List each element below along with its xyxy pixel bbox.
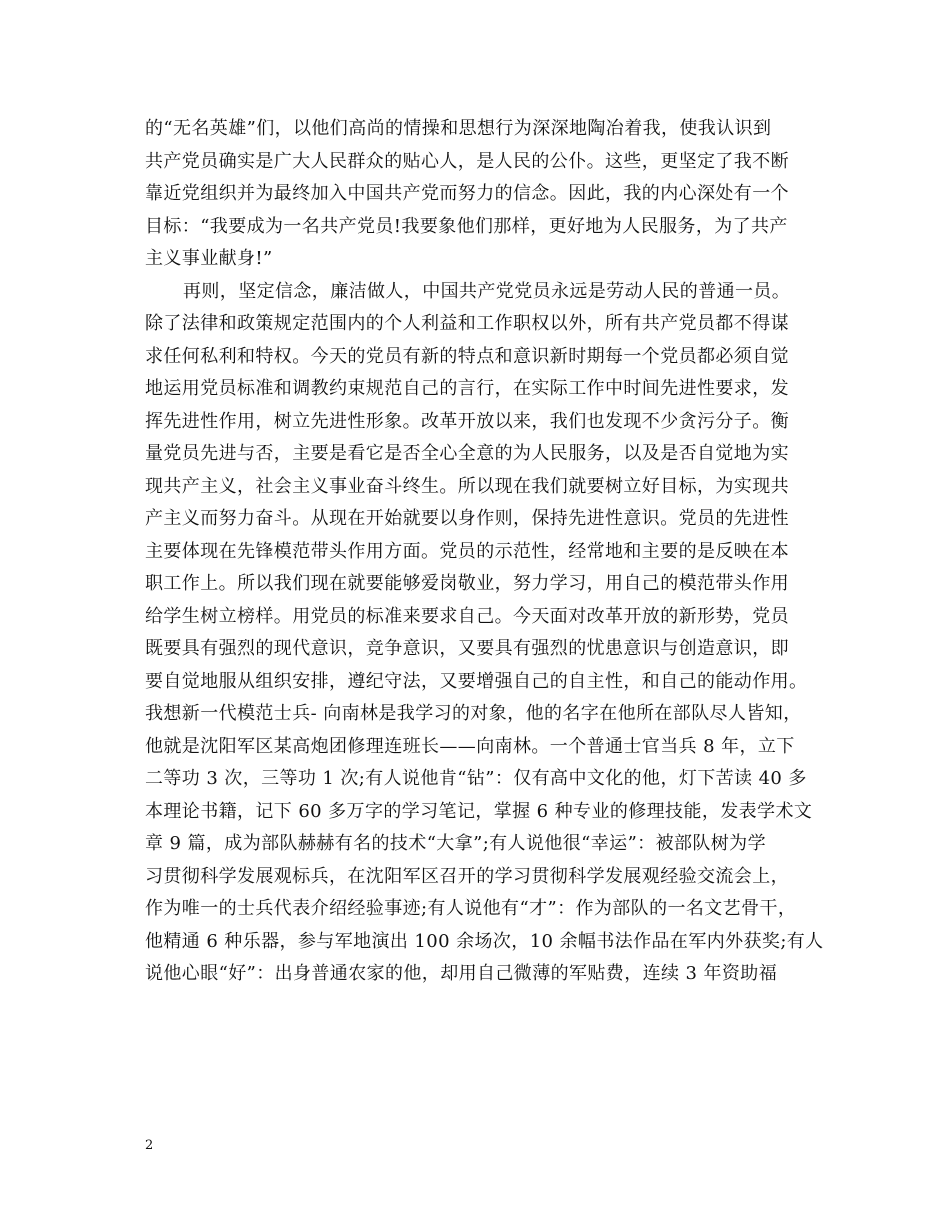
- text-line: 既要具有强烈的现代意识，竞争意识，又要具有强烈的忧患意识与创造意识，即: [145, 638, 789, 659]
- text-line: 的“无名英雄”们，以他们高尚的情操和思想行为深深地陶冶着我，使我认识到: [145, 118, 772, 139]
- text-line: 章 9 篇，成为部队赫赫有名的技术“大拿”;有人说他很“幸运”：被部队树为学: [145, 833, 766, 854]
- text-line: 量党员先进与否，主要是看它是否全心全意的为人民服务，以及是否自觉地为实: [145, 443, 789, 464]
- text-line: 求任何私利和特权。今天的党员有新的特点和意识新时期每一个党员都必须自觉: [145, 345, 789, 367]
- text-line: 作为唯一的士兵代表介绍经验事迹;有人说他有“才”：作为部队的一名文艺骨干，: [145, 898, 797, 919]
- text-line: 要自觉地服从组织安排，遵纪守法，又要增强自己的自主性，和自己的能动作用。: [145, 670, 808, 692]
- text-line: 给学生树立榜样。用党员的标准来要求自己。今天面对改革开放的新形势，党员: [145, 605, 789, 627]
- text-line: 本理论书籍，记下 60 多万字的学习笔记，掌握 6 种专业的修理技能，发表学术文: [145, 800, 813, 822]
- text-line: 共产党员确实是广大人民群众的贴心人，是人民的公仆。这些，更坚定了我不断: [145, 150, 789, 172]
- text-line: 除了法律和政策规定范围内的个人利益和工作职权以外，所有共产党员都不得谋: [145, 313, 789, 334]
- text-line: 靠近党组织并为最终加入中国共产党而努力的信念。因此，我的内心深处有一个: [145, 183, 789, 204]
- paragraph-start-line: 再则，坚定信念，廉洁做人，中国共产党党员永远是劳动人民的普通一员。: [183, 280, 791, 302]
- text-line: 现共产主义，社会主义事业奋斗终生。所以现在我们就要树立好目标，为实现共: [145, 475, 789, 497]
- text-line: 主义事业献身!”: [145, 248, 273, 269]
- text-line: 我想新一代模范士兵- 向南林是我学习的对象，他的名字在他所在部队尽人皆知，: [145, 703, 802, 724]
- text-line: 目标：“我要成为一名共产党员!我要象他们那样，更好地为人民服务，为了共产: [145, 215, 788, 237]
- text-line: 主要体现在先锋模范带头作用方面。党员的示范性，经常地和主要的是反映在本: [145, 540, 789, 562]
- text-line: 二等功 3 次，三等功 1 次;有人说他肯“钻”：仅有高中文化的他，灯下苦读 40 多: [145, 768, 807, 789]
- text-line: 他就是沈阳军区某高炮团修理连班长——向南林。一个普通士官当兵 8 年，立下: [145, 735, 795, 757]
- text-line: 习贯彻科学发展观标兵，在沈阳军区召开的学习贯彻科学发展观经验交流会上，: [145, 865, 789, 887]
- page-number: 2: [145, 1138, 154, 1153]
- text-line: 说他心眼“好”：出身普通农家的他，却用自己微薄的军贴费，连续 3 年资助福: [145, 963, 778, 984]
- body-text: [145, 113, 824, 991]
- text-line: 地运用党员标准和调教约束规范自己的言行，在实际工作中时间先进性要求，发: [145, 378, 789, 399]
- text-line: 他精通 6 种乐器，参与军地演出 100 余场次，10 余幅书法作品在军内外获奖;有人: [145, 930, 824, 952]
- text-line: 产主义而努力奋斗。从现在开始就要以身作则，保持先进性意识。党员的先进性: [145, 508, 789, 529]
- text-line: 挥先进性作用，树立先进性形象。改革开放以来，我们也发现不少贪污分子。衡: [145, 410, 789, 432]
- text-line: 职工作上。所以我们现在就要能够爱岗敬业，努力学习，用自己的模范带头作用: [145, 573, 789, 594]
